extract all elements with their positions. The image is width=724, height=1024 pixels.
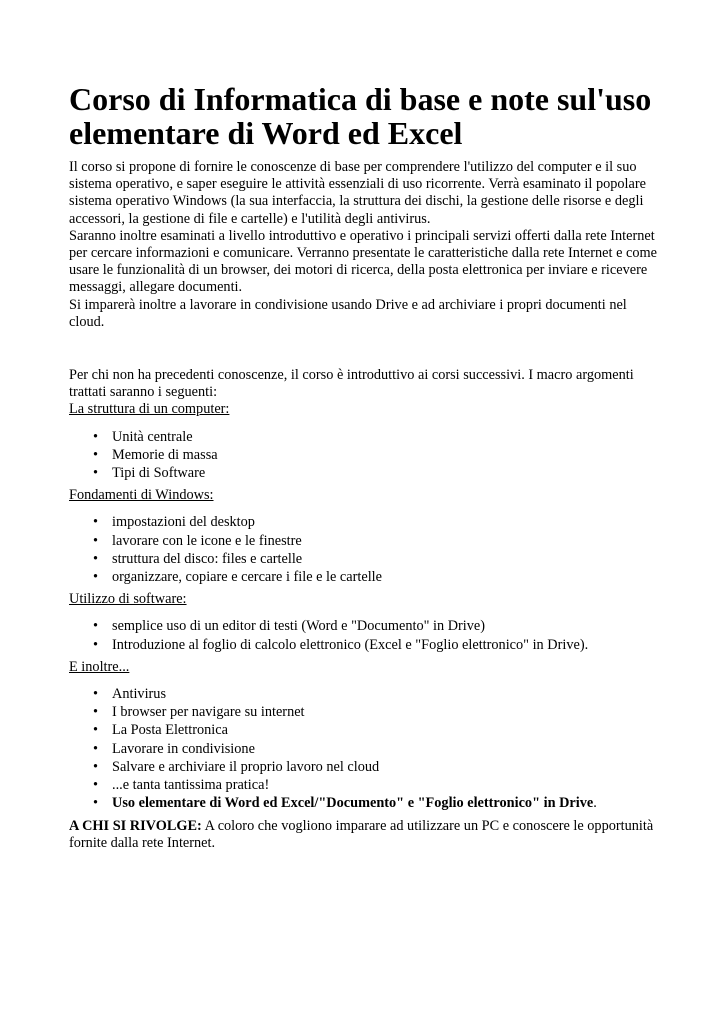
audience-text: A coloro che vogliono imparare ad utilizzare un PC e conoscere le opportunità fornite dalla rete Internet. [69,817,654,851]
section-title-windows: Fondamenti di Windows: [69,487,214,504]
intro-paragraph-3: Si imparerà inoltre a lavorare in condivisione usando Drive e ad archiviare i propri documenti nel cloud. [69,296,627,330]
list-item: • struttura del disco: files e cartelle [112,550,664,568]
list-item: • La Posta Elettronica [112,721,664,739]
bold-item-suffix: . [593,795,597,812]
list-item: • Antivirus [112,685,664,703]
list-item-bold [112,794,664,812]
list-item: • semplice uso di un editor di testi (Word e "Documento" in Drive) [112,617,664,635]
intro-paragraph-1: Il corso si propone di fornire le conoscenze di base per comprendere l'utilizzo del computer e il suo sistema operativo, e saper eseguire le attività essenziali di uso ricorrente. Verrà esaminato il popolare sistema operativo Windows (la sua interfaccia, la struttura dei dischi, la gestione delle risorse e degli accessori, la gestione di file e cartelle) e l'utilità degli antivirus. [69,159,646,227]
list-item: • Salvare e archiviare il proprio lavoro nel cloud [112,758,664,776]
list-item: • lavorare con le icone e le finestre [112,532,664,550]
list-item: • Lavorare in condivisione [112,740,664,758]
list-inoltre [69,685,664,812]
prerequisites-paragraph: Per chi non ha precedenti conoscenze, il corso è introduttivo ai corsi successivi. I macro argomenti trattati saranno i seguenti: [69,367,634,401]
document-title [69,82,664,150]
title-line-2: elementare di Word ed Excel [69,115,463,151]
section-title-software: Utilizzo di software: [69,591,187,608]
audience-paragraph [69,818,664,852]
list-software [69,617,664,653]
list-item: • Unità centrale [112,428,664,446]
audience-label: A CHI SI RIVOLGE: [69,817,202,834]
title-line-1: Corso di Informatica di base e note sul'uso [69,81,652,117]
list-item: • ...e tanta tantissima pratica! [112,776,664,794]
list-item: • impostazioni del desktop [112,513,664,531]
list-computer [69,428,664,483]
list-item: • Introduzione al foglio di calcolo elettronico (Excel e "Foglio elettronico" in Drive). [112,636,664,654]
section-title-inoltre: E inoltre... [69,658,130,675]
list-item: • organizzare, copiare e cercare i file e le cartelle [112,568,664,586]
list-item: • I browser per navigare su internet [112,703,664,721]
list-windows [69,513,664,586]
bold-item-text: Uso elementare di Word ed Excel/"Documento" e "Foglio elettronico" in Drive [112,795,594,812]
list-item: • Tipi di Software [112,464,664,482]
section-title-computer: La struttura di un computer: [69,401,230,418]
intro-paragraph-2: Saranno inoltre esaminati a livello introduttivo e operativo i principali servizi offerti dalla rete Internet per cercare informazioni e comunicare. Verranno presentate le caratteristiche dalla rete Internet e come usare le funzionalità di un browser, dei motori di ricerca, della posta elettronica per inviare e ricevere messaggi, allegare documenti. [69,227,657,296]
spacer [69,331,664,367]
list-item: • Memorie di massa [112,446,664,464]
